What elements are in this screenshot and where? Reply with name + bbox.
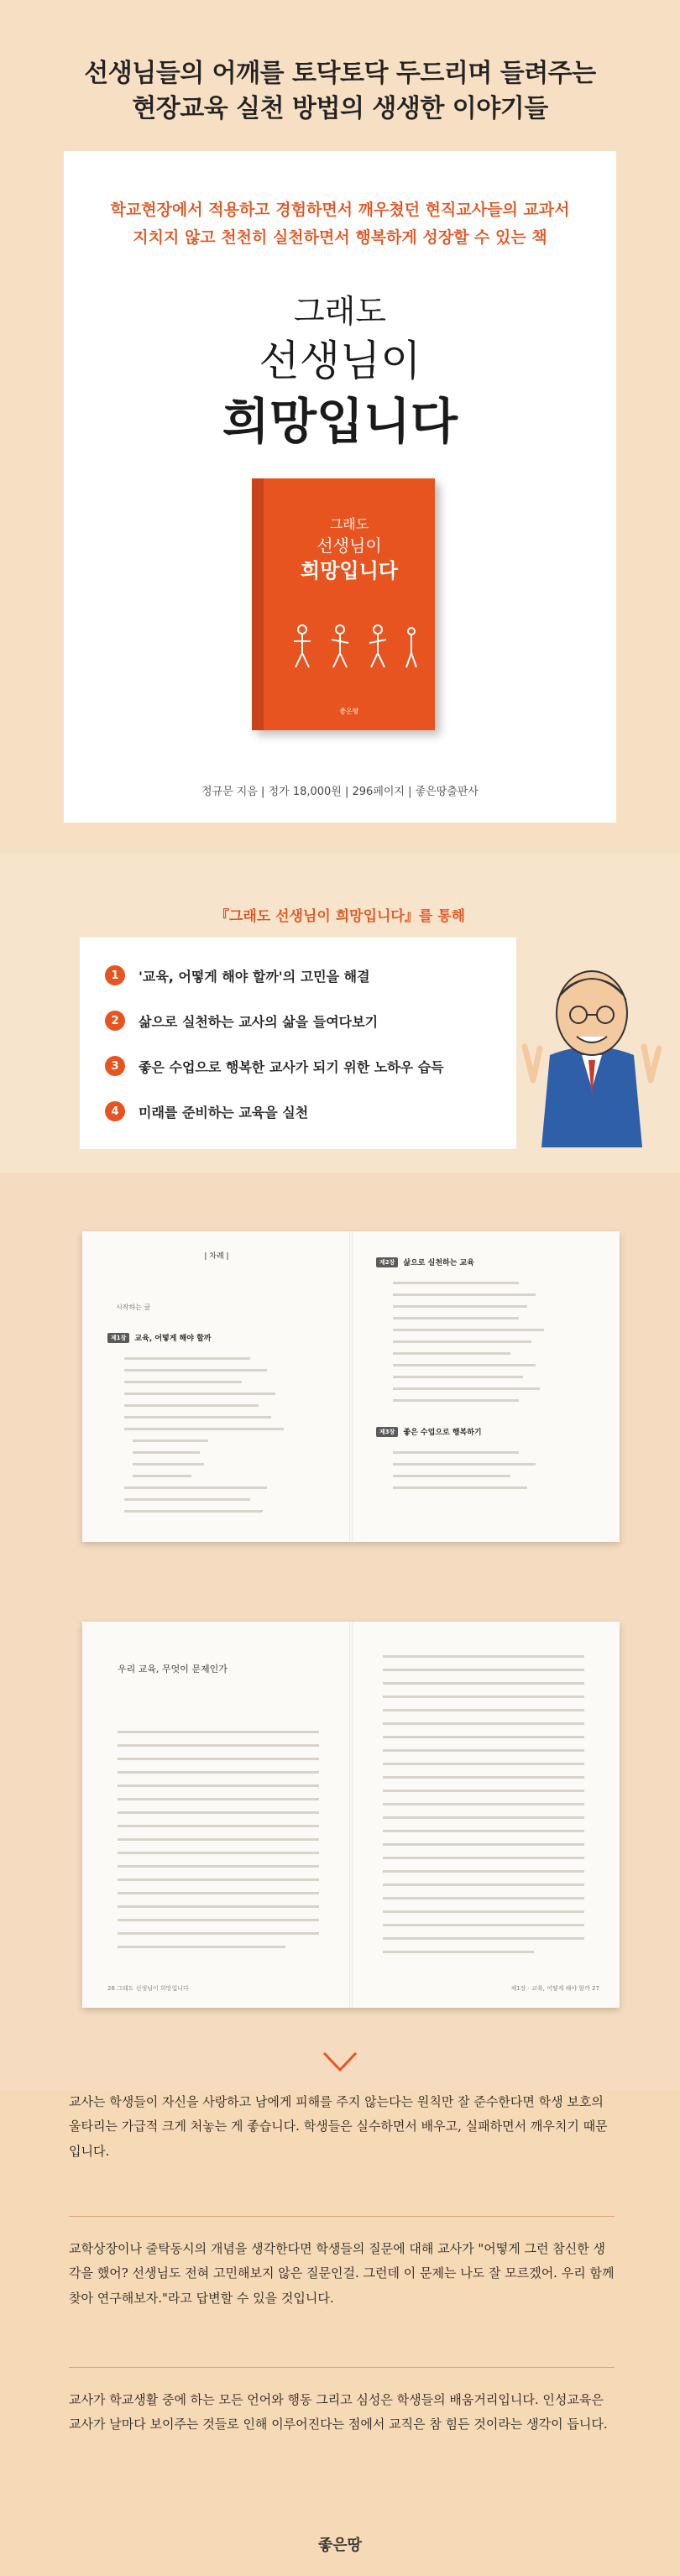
text-line <box>383 1669 584 1671</box>
text-line <box>383 1682 584 1685</box>
author-caricature <box>516 954 667 1147</box>
sample-pages-section <box>0 1173 680 2090</box>
text-line <box>124 1510 263 1513</box>
feature-text: 미래를 준비하는 교육을 실천 <box>139 1104 309 1121</box>
toc-preface: 시작하는 글 <box>116 1304 151 1311</box>
divider <box>69 2367 615 2368</box>
book-title-line-3: 희망입니다 <box>301 558 398 583</box>
text-line <box>118 1731 319 1733</box>
quote-1: 교사는 학생들이 자신을 사랑하고 남에게 피해를 주지 않는다는 원칙만 잘 준수한다면 학생 보호의 울타리는 가급적 크게 처놓는 게 좋습니다. 학생들은 실수하면서 배우고, 실패하면서 깨우치기 때문입니다. <box>69 2094 608 2159</box>
text-line <box>383 1884 584 1886</box>
text-line <box>118 1865 319 1868</box>
page-footer-left: 26 그래도 선생님이 희망입니다 <box>107 1985 189 1992</box>
feature-item <box>105 963 370 988</box>
text-line <box>383 1696 584 1698</box>
feature-item <box>105 1008 378 1033</box>
quotes-section <box>0 2090 680 2576</box>
text-line <box>383 1857 584 1859</box>
text-line <box>383 1816 584 1819</box>
text-line <box>383 1749 584 1752</box>
text-line <box>124 1487 267 1489</box>
features-heading: 『그래도 선생님이 희망입니다』를 통해 <box>214 908 466 925</box>
title-line-3: 희망입니다 <box>222 393 458 450</box>
text-line <box>393 1282 519 1284</box>
feature-text: '교육, 어떻게 해야 할까'의 고민을 해결 <box>139 968 370 985</box>
text-line <box>124 1416 271 1419</box>
publisher-logo: 좋은땅 <box>317 2537 363 2554</box>
tagline-line-2: 지치지 않고 천천히 실천하면서 행복하게 성장할 수 있는 책 <box>133 228 547 247</box>
text-line <box>383 1763 584 1765</box>
text-line <box>383 1843 584 1846</box>
toc-chapter-1 <box>107 1332 211 1343</box>
text-line <box>124 1357 250 1360</box>
text-line <box>383 1722 584 1725</box>
feature-number: 2 <box>105 1011 125 1031</box>
text-line <box>124 1381 242 1383</box>
text-line <box>393 1317 519 1319</box>
text-line <box>133 1475 191 1477</box>
text-line <box>383 1776 584 1779</box>
tagline-line-1: 학교현장에서 적용하고 경험하면서 깨우쳤던 현직교사들의 교과서 <box>110 201 570 219</box>
publisher-info: 정규문 지음 | 정가 18,000원 | 296페이지 | 좋은땅출판사 <box>201 786 479 798</box>
title-line-2: 선생님이 <box>259 337 421 385</box>
text-line <box>133 1451 200 1454</box>
text-line <box>118 1784 319 1787</box>
book-publisher-mark: 좋은땅 <box>339 708 359 715</box>
text-line <box>383 1924 584 1926</box>
title-line-1: 그래도 <box>293 293 387 330</box>
book-title-line-1: 그래도 <box>329 516 369 532</box>
toc-chapter-2 <box>376 1257 474 1267</box>
text-line <box>383 1655 584 1658</box>
book-spine <box>252 478 264 730</box>
text-line <box>118 1798 319 1800</box>
text-line <box>118 1811 319 1814</box>
text-line <box>133 1463 204 1466</box>
chapter-tag: 제3장 <box>376 1427 398 1437</box>
toc-spread <box>82 1231 620 1542</box>
text-line <box>393 1475 510 1477</box>
text-line <box>383 1937 584 1940</box>
chapter-tag: 제2장 <box>376 1257 398 1267</box>
text-line <box>118 1852 319 1854</box>
text-line <box>124 1369 267 1372</box>
text-line <box>383 1910 584 1913</box>
text-line <box>393 1329 544 1331</box>
text-line <box>393 1487 527 1489</box>
feature-number: 4 <box>105 1101 125 1121</box>
text-line <box>118 1838 319 1841</box>
page-footer-right: 제1장 · 교육, 어떻게 해야 할까 27 <box>510 1985 599 1992</box>
text-line <box>383 1790 584 1792</box>
divider <box>69 2216 615 2217</box>
text-line <box>118 1758 319 1760</box>
book-title-line-2: 선생님이 <box>316 536 382 556</box>
people-illustration <box>277 621 428 671</box>
text-line <box>393 1305 527 1308</box>
sample-right-page <box>351 1622 620 2008</box>
text-line <box>393 1364 536 1366</box>
quote-2: 교학상장이나 줄탁동시의 개념을 생각한다면 학생들의 질문에 대해 교사가 "어떻게 그런 참신한 생각을 했어? 선생님도 전혀 고민해보지 않은 질문인걸. 그런데 이 문제는 나도 잘 모르겠어. 우리 함께 찾아 연구해보자."라고 답변할 수 있을 것입니다. <box>69 2241 615 2306</box>
toc-left-page <box>82 1231 351 1542</box>
text-line <box>383 1803 584 1805</box>
text-line <box>393 1463 536 1466</box>
text-line <box>118 1771 319 1774</box>
text-line <box>393 1387 540 1390</box>
chevron-down-icon <box>321 2050 359 2073</box>
sample-spread <box>82 1622 620 2008</box>
text-line <box>133 1440 208 1442</box>
text-line <box>124 1404 259 1407</box>
headline-line-1: 선생님들의 어깨를 토닥토닥 두드리며 들려주는 <box>84 59 596 88</box>
feature-text: 삶으로 실천하는 교사의 삶을 들여다보기 <box>139 1013 379 1030</box>
text-line <box>393 1352 510 1355</box>
text-line <box>383 1870 584 1873</box>
text-line <box>118 1932 319 1935</box>
text-line <box>118 1905 319 1908</box>
text-line <box>383 1736 584 1738</box>
text-line <box>393 1451 519 1454</box>
text-line <box>393 1293 536 1296</box>
book-cover <box>252 478 435 730</box>
text-line <box>393 1376 523 1378</box>
chapter-title: 교육, 어떻게 해야 할까 <box>134 1335 212 1343</box>
sample-left-page <box>82 1622 351 2008</box>
quote-3: 교사가 학교생활 중에 하는 모든 언어와 행동 그리고 심성은 학생들의 배움거리입니다. 인성교육은 교사가 날마다 보이주는 것들로 인해 이루어진다는 점에서 교직은 참 힘든 것이라는 생각이 듭니다. <box>69 2392 608 2432</box>
sample-chapter-title: 우리 교육, 무엇이 문제인가 <box>118 1664 228 1675</box>
text-line <box>124 1498 250 1501</box>
text-line <box>383 1897 584 1899</box>
text-line <box>118 1946 285 1948</box>
chapter-title: 삶으로 실천하는 교육 <box>403 1259 474 1267</box>
toc-chapter-3 <box>376 1426 482 1437</box>
text-line <box>383 1951 534 1953</box>
text-line <box>393 1399 519 1402</box>
text-line <box>124 1428 284 1430</box>
text-line <box>118 1878 319 1881</box>
text-line <box>393 1340 531 1343</box>
feature-text: 좋은 수업으로 행복한 교사가 되기 위한 노하우 습득 <box>139 1058 444 1075</box>
chapter-tag: 제1장 <box>107 1333 129 1343</box>
features-section <box>0 854 680 1173</box>
text-line <box>118 1825 319 1827</box>
text-line <box>118 1744 319 1747</box>
feature-number: 1 <box>105 965 125 985</box>
text-line <box>383 1709 584 1711</box>
chapter-title: 좋은 수업으로 행복하기 <box>403 1429 482 1437</box>
feature-item <box>105 1053 444 1079</box>
text-line <box>118 1892 319 1894</box>
toc-right-page <box>351 1231 620 1542</box>
intro-section <box>0 0 680 854</box>
feature-item <box>105 1099 308 1124</box>
headline-line-2: 현장교육 실천 방법의 생생한 이야기들 <box>132 94 548 123</box>
toc-title: | 차례 | <box>204 1252 229 1261</box>
text-line <box>118 1919 319 1921</box>
text-line <box>124 1393 275 1395</box>
book-card <box>64 151 616 823</box>
text-line <box>383 1830 584 1832</box>
feature-number: 3 <box>105 1056 125 1076</box>
features-box <box>80 938 516 1149</box>
